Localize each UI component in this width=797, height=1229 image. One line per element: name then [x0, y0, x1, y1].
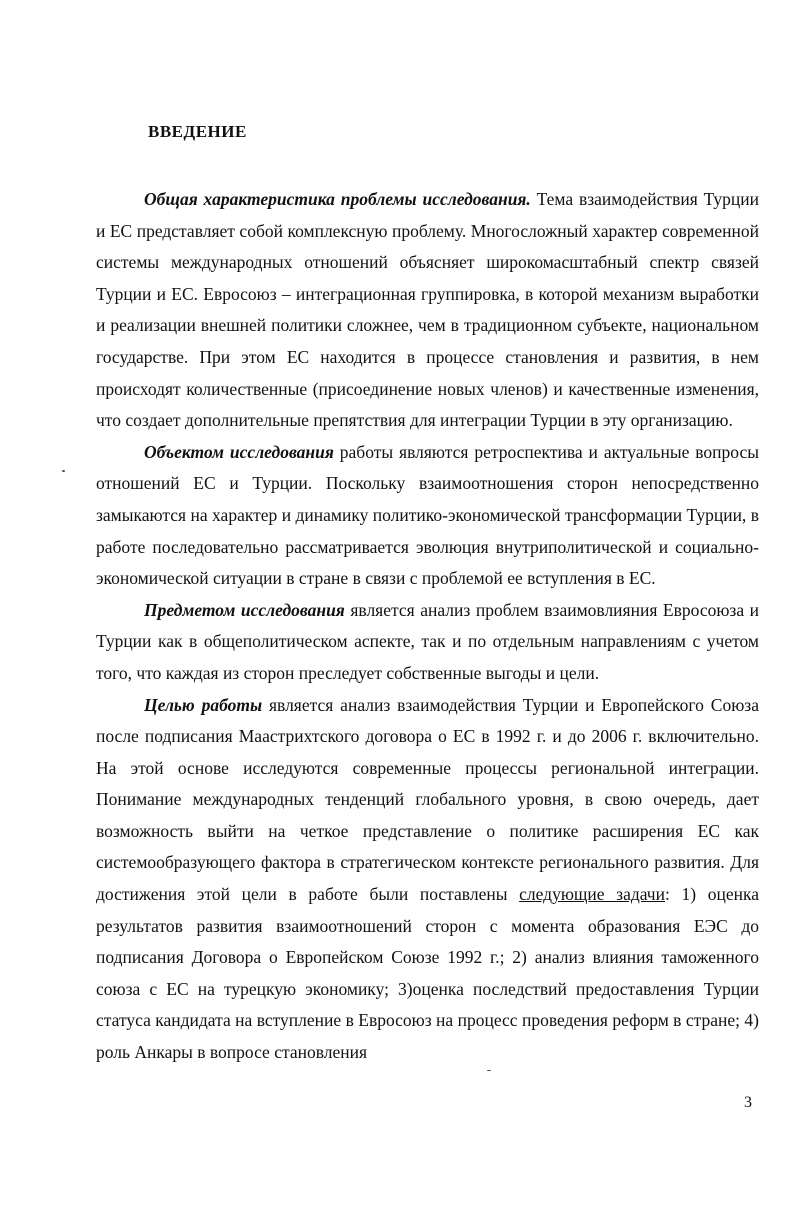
- underlined-phrase: следующие задачи: [519, 884, 665, 905]
- paragraph-text: Тема взаимодействия Турции и ЕС представляет собой комплексную проблему. Многосложный характер современной системы международных отношений объясняет широкомасштабный спектр связей Турции и ЕС. Евросоюз – интеграционная группировка, в которой механизм выработки и реализации внешней политики сложнее, чем в традиционном субъекте, национальном государстве. При этом ЕС находится в процессе становления и развития, в нем происходят количественные (присоединение новых членов) и качественные изменения, что создает дополнительные препятствия для интеграции Турции в эту организацию.: [96, 189, 759, 431]
- paragraph-text: является анализ проблем взаимовлияния Евросоюза и Турции как в общеполитическом аспекте, так и по отдельным направлениям с учетом того, что каждая из сторон преследует собственные выгоды и цели.: [96, 599, 759, 683]
- paragraph-lead: Целью работы: [144, 694, 263, 715]
- paragraph-lead: Общая характеристика проблемы исследования.: [144, 189, 531, 209]
- paragraph-text: является анализ взаимодействия Турции и Европейского Союза после подписания Маастрихтского договора о ЕС в 1992 г. и до 2006 г. включительно. На этой основе исследуются современные процессы региональной интеграции. Понимание международных тенденций глобального уровня, в свою очередь, дает возможность выйти на четкое представление о политике расширения ЕС как системообразующего фактора в стратегическом контексте регионального развития. Для достижения этой цели в работе были поставлены: [96, 694, 759, 905]
- paragraph-lead: Объектом исследования: [144, 441, 334, 462]
- paragraph-research-goal: [96, 690, 759, 1069]
- paragraph-lead: Предметом исследования: [144, 599, 345, 620]
- paragraph-tail: : 1) оценка результатов развития взаимоотношений сторон с момента образования ЕЭС до подписания Договора о Европейском Союзе 1992 г.; 2) анализ влияния таможенного союза с ЕС на турецкую экономику; 3)оценка последствий предоставления Турции статуса кандидата на вступление в Евросоюз на процесс проведения реформ в стране; 4) роль Анкары в вопросе становления: [96, 884, 759, 1063]
- body-text: [96, 184, 759, 1069]
- section-heading: ВВЕДЕНИЕ: [148, 122, 247, 141]
- paragraph-research-object: [96, 437, 759, 595]
- page-number: 3: [744, 1094, 752, 1111]
- scan-speck: [62, 470, 65, 472]
- paragraph-text: работы являются ретроспектива и актуальные вопросы отношений ЕС и Турции. Поскольку взаимоотношения сторон непосредственно замыкаются на характер и динамику политико-экономической трансформации Турции, в работе последовательно рассматривается эволюция внутриполитической и социально-экономической ситуации в стране в связи с проблемой ее вступления в ЕС.: [96, 441, 759, 589]
- scan-speck: [487, 1070, 491, 1071]
- paragraph-research-subject: [96, 595, 759, 690]
- paragraph-problem-characteristic: [96, 184, 759, 437]
